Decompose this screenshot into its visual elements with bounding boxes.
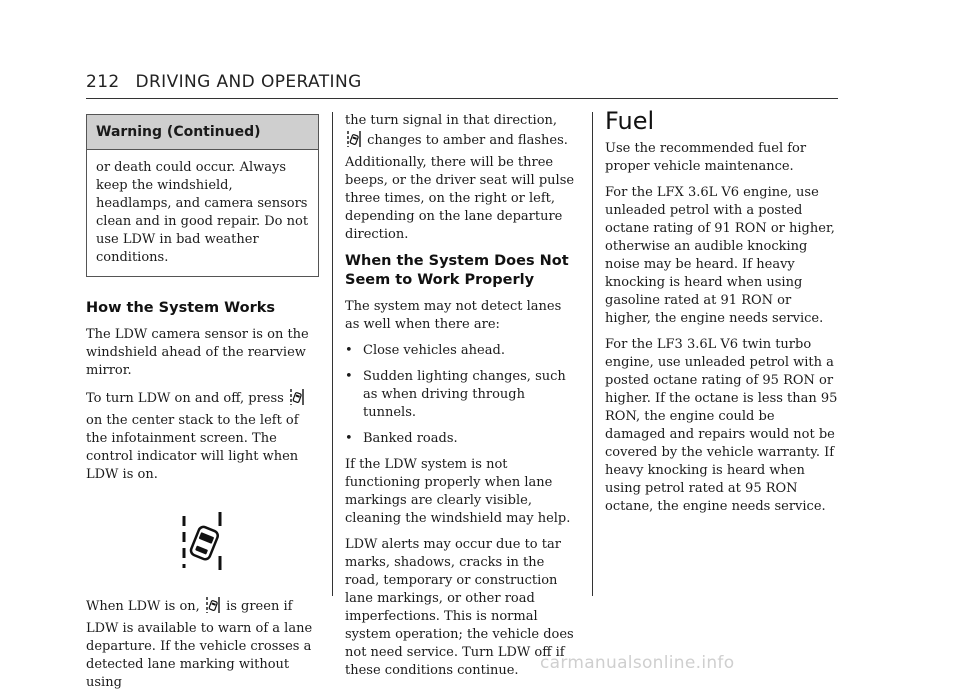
lane-departure-figure — [86, 512, 319, 572]
column-divider — [592, 112, 593, 596]
paragraph: For the LFX 3.6L V6 engine, use unleaded petrol with a posted octane rating of 91 RON or higher, otherwise an audible knocking noise may be heard. If heavy knocking is heard when using gasoline rated at 91 RON or higher, the engine needs service. — [605, 185, 835, 326]
column-divider — [332, 112, 333, 596]
warning-title: Warning (Continued) — [87, 115, 318, 150]
fuel-heading: Fuel — [605, 107, 655, 135]
paragraph: If the LDW system is not functioning properly when lane markings are clearly visible, cleaning the windshield may help. — [345, 457, 571, 526]
header-divider — [86, 98, 838, 99]
paragraph: The LDW camera sensor is on the windshield ahead of the rearview mirror. — [86, 327, 309, 378]
watermark: carmanualsonline.info — [540, 653, 735, 673]
paragraph: the turn signal in that direction, changes to amber and flashes. Additionally, there will be three beeps, or the driver seat will pulse three times, on the right or left, depending on the lane departure direction. — [345, 113, 575, 242]
paragraph: LDW alerts may occur due to tar marks, shadows, cracks in the road, temporary or construction lane markings, or other road imperfections. This is normal system operation; the vehicle does not need service. Turn LDW off if these conditions continue. — [345, 537, 574, 678]
paragraph: To turn LDW on and off, press on the center stack to the left of the infotainment screen. The control indicator will light when LDW is on. — [86, 388, 319, 484]
list-item: • Sudden lighting changes, such as when driving through tunnels. — [345, 368, 578, 422]
paragraph: Use the recommended fuel for proper vehicle maintenance. — [605, 141, 807, 174]
lane-departure-icon — [206, 596, 220, 620]
column-1 — [86, 112, 319, 700]
page-header — [86, 72, 838, 92]
not-working-heading: When the System Does Not Seem to Work Properly — [345, 253, 569, 288]
paragraph: The system may not detect lanes as well when there are: — [345, 299, 562, 332]
page-number: 212 — [86, 72, 120, 92]
lane-departure-icon — [290, 388, 304, 412]
how-system-works-heading: How the System Works — [86, 300, 275, 316]
section-title: DRIVING AND OPERATING — [135, 72, 362, 92]
lane-departure-icon — [347, 130, 361, 154]
list-item: • Banked roads. — [345, 430, 578, 448]
paragraph: For the LF3 3.6L V6 twin turbo engine, use unleaded petrol with a posted octane rating of 95 RON or higher. If the octane is less than 95 RON, the engine could be damaged and repairs would not be covered by the vehicle warranty. If heavy knocking is heard when using petrol rated at 95 RON octane, the engine needs service. — [605, 337, 838, 514]
list-item: • Close vehicles ahead. — [345, 342, 578, 360]
warning-box — [86, 114, 319, 277]
lane-departure-icon — [180, 512, 226, 572]
warning-body: or death could occur. Always keep the windshield, headlamps, and camera sensors clean and in good repair. Do not use LDW in bad weather conditions. — [96, 160, 309, 265]
conditions-list — [345, 342, 578, 448]
paragraph: When LDW is on, is green if LDW is available to warn of a lane departure. If the vehicle crosses a detected lane marking without using — [86, 596, 319, 692]
column-3 — [605, 107, 838, 524]
column-2 — [345, 112, 578, 688]
